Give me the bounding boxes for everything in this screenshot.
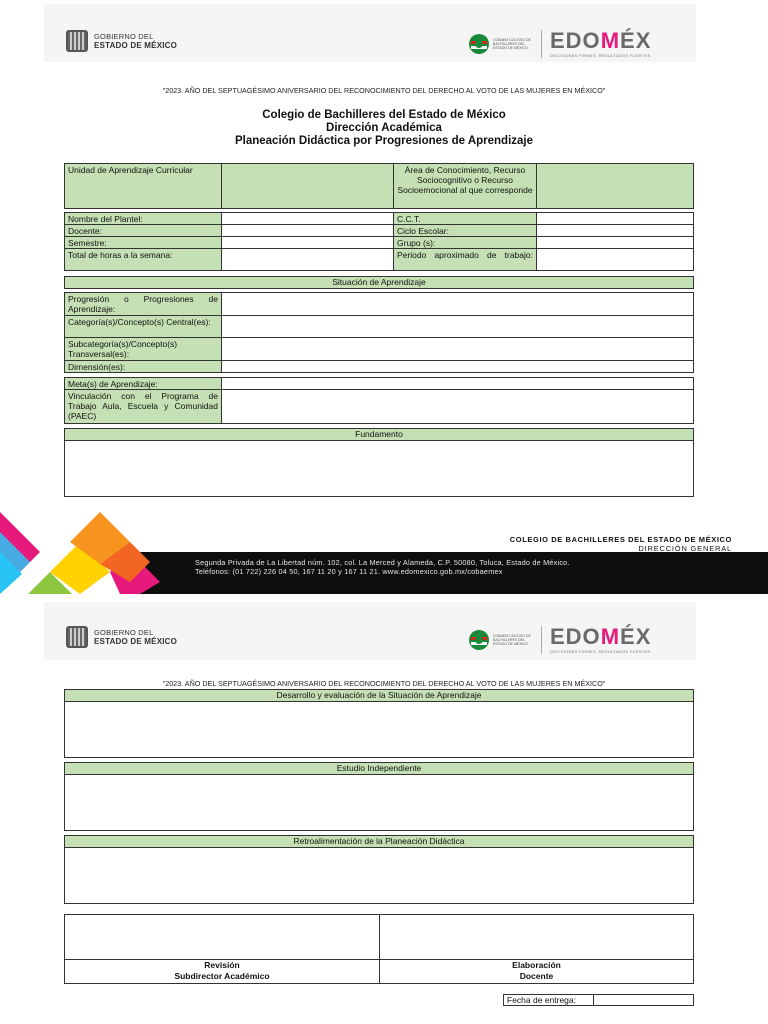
edomex-a: EDO [550, 28, 601, 53]
semestre-label: Semestre: [64, 236, 222, 249]
cobaem-logo [468, 33, 533, 55]
progresion-label: Progresión o Progresiones de Aprendizaje: [64, 292, 222, 316]
revision-signature-box[interactable] [64, 914, 380, 960]
footer-subtitle: DIRECCIÓN GENERAL [638, 544, 732, 553]
fecha-label: Fecha de entrega: [503, 994, 594, 1006]
desarrollo-field[interactable] [64, 701, 694, 758]
title-line1: Colegio de Bachilleres del Estado de México [262, 109, 506, 121]
edomex-logo-group-p2 [468, 626, 652, 654]
footer-address-line2: Teléfonos: (01 722) 226 04 50, 167 11 20 y 167 11 21. www.edomexico.gob.mx/cobaemex [195, 567, 503, 576]
periodo-field[interactable] [536, 248, 694, 271]
edomex-tagline-p2: DECISIONES FIRMES, RESULTADOS FUERTES. [550, 649, 652, 654]
subcategoria-label: Subcategoría(s)/Concepto(s) Transversal(es): [64, 337, 222, 361]
estudio-header: Estudio Independiente [64, 762, 694, 775]
edomex-a-p2: EDO [550, 624, 601, 649]
dimension-field[interactable] [221, 360, 694, 373]
dimension-label: Dimensión(es): [64, 360, 222, 373]
elaboracion-title: Elaboración [512, 960, 561, 970]
logo-divider-p2 [541, 626, 542, 654]
edomex-logo [550, 30, 652, 58]
document-titles [0, 109, 768, 148]
revision-label [64, 960, 380, 982]
edomex-logo-group [468, 30, 652, 58]
revision-title: Revisión [204, 960, 240, 970]
docente-label: Docente: [64, 224, 222, 237]
uac-label: Unidad de Aprendizaje Curricular [64, 163, 222, 209]
progresion-field[interactable] [221, 292, 694, 316]
cct-label: C.C.T. [393, 212, 537, 225]
area-label: Área de Conocimiento, Recurso Sociocognitivo o Recurso Socioemocional al que corresponde [393, 163, 537, 209]
seal-icon [66, 626, 88, 648]
desarrollo-header: Desarrollo y evaluación de la Situación de Aprendizaje [64, 689, 694, 702]
footer-graphic [0, 512, 768, 594]
gobierno-logo-p2 [66, 626, 177, 648]
cobaem-text: COBAEM COLEGIO DE BACHILLERES DEL ESTADO DE MÉXICO [493, 38, 531, 50]
edomex-b: ÉX [620, 28, 652, 53]
footer-title-line: COLEGIO DE BACHILLERES DEL ESTADO DE MÉXICO [509, 535, 732, 544]
edomex-logo-p2 [550, 626, 652, 654]
edomex-tagline: DECISIONES FIRMES, RESULTADOS FUERTES. [550, 53, 652, 58]
periodo-label: Periodo aproximado de trabajo: [393, 248, 537, 271]
area-value-cell[interactable] [536, 163, 694, 209]
edomex-m-p2: M [600, 624, 621, 649]
situacion-header: Situación de Aprendizaje [64, 276, 694, 289]
gobierno-line1-p2: GOBIERNO DEL [94, 628, 154, 637]
seal-icon [66, 30, 88, 52]
ciclo-label: Ciclo Escolar: [393, 224, 537, 237]
cobaem-icon [468, 629, 490, 651]
grupo-label: Grupo (s): [393, 236, 537, 249]
estudio-field[interactable] [64, 774, 694, 831]
uac-value-cell[interactable] [221, 163, 394, 209]
retro-field[interactable] [64, 847, 694, 904]
vinculacion-label: Vinculación con el Programa de Trabajo Aula, Escuela y Comunidad (PAEC) [64, 389, 222, 424]
motto-line-p2: "2023. AÑO DEL SEPTUAGÉSIMO ANIVERSARIO DEL RECONOCIMIENTO DEL DERECHO AL VOTO DE LAS MUJERES EN MÉXICO" [162, 679, 606, 688]
subcategoria-field[interactable] [221, 337, 694, 361]
title-line2: Dirección Académica [326, 122, 442, 134]
gobierno-line1: GOBIERNO DEL [94, 32, 154, 41]
elaboracion-signature-box[interactable] [379, 914, 694, 960]
footer-address-line1: Segunda Privada de La Libertad núm. 102, col. La Merced y Alameda, C.P. 50080, Toluca, Estado de México. [195, 558, 570, 567]
fecha-field[interactable] [593, 994, 694, 1006]
footer-title [510, 535, 732, 553]
edomex-b-p2: ÉX [620, 624, 652, 649]
gobierno-line2: ESTADO DE MÉXICO [94, 41, 178, 50]
cobaem-icon [468, 33, 490, 55]
horas-field[interactable] [221, 248, 394, 271]
title-line3: Planeación Didáctica por Progresiones de Aprendizaje [234, 135, 534, 147]
logo-divider [541, 30, 542, 58]
revision-role: Subdirector Académico [174, 971, 270, 981]
gobierno-line2-p2: ESTADO DE MÉXICO [94, 637, 178, 646]
cobaem-logo-p2 [468, 629, 533, 651]
edomex-m: M [600, 28, 621, 53]
categoria-label: Categoría(s)/Concepto(s) Central(es): [64, 315, 222, 338]
fundamento-field[interactable] [64, 440, 694, 497]
elaboracion-label [379, 960, 694, 982]
cobaem-text-p2: COBAEM COLEGIO DE BACHILLERES DEL ESTADO DE MÉXICO [493, 634, 531, 646]
horas-label: Total de horas a la semana: [64, 248, 222, 271]
plantel-label: Nombre del Plantel: [64, 212, 222, 225]
footer-address [195, 558, 570, 576]
fundamento-header: Fundamento [64, 428, 694, 441]
metas-label: Meta(s) de Aprendizaje: [64, 377, 222, 390]
motto-line: "2023. AÑO DEL SEPTUAGÉSIMO ANIVERSARIO DEL RECONOCIMIENTO DEL DERECHO AL VOTO DE LAS MUJERES EN MÉXICO" [162, 86, 606, 95]
retro-header: Retroalimentación de la Planeación Didáctica [64, 835, 694, 848]
vinculacion-field[interactable] [221, 389, 694, 424]
categoria-field[interactable] [221, 315, 694, 338]
gobierno-logo [66, 30, 177, 52]
elaboracion-role: Docente [519, 971, 554, 981]
